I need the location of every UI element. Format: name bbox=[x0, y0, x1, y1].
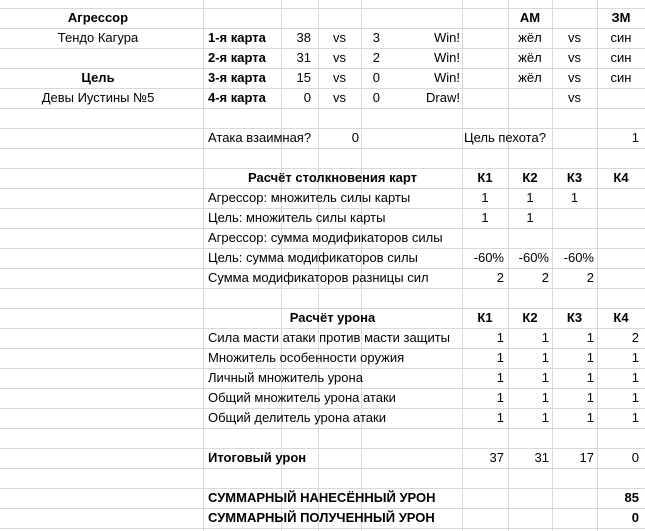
target-label[interactable]: Цель bbox=[81, 70, 115, 85]
mutual-attack-label[interactable]: Атака взаимная? bbox=[208, 130, 312, 145]
map-vs-color[interactable]: vs bbox=[568, 70, 581, 85]
map-aggressor-value[interactable]: 0 bbox=[303, 90, 311, 105]
am-header[interactable]: АМ bbox=[519, 10, 541, 25]
total-damage-cell[interactable]: 31 bbox=[534, 450, 549, 465]
map-result[interactable]: Win! bbox=[434, 70, 460, 85]
map-result[interactable]: Draw! bbox=[426, 90, 460, 105]
map-result[interactable]: Win! bbox=[434, 30, 460, 45]
damage-cell[interactable]: 1 bbox=[586, 410, 594, 425]
damage-cell[interactable]: 1 bbox=[586, 350, 594, 365]
map-label[interactable]: 4-я карта bbox=[208, 90, 266, 105]
damage-cell[interactable]: 1 bbox=[541, 370, 549, 385]
clash-cell[interactable]: 2 bbox=[541, 270, 549, 285]
map-target-value[interactable]: 0 bbox=[372, 90, 380, 105]
damage-cell[interactable]: 1 bbox=[586, 370, 594, 385]
damage-cell[interactable]: 1 bbox=[541, 350, 549, 365]
total-dealt-value[interactable]: 85 bbox=[624, 490, 639, 505]
map-am-color[interactable]: жёл bbox=[518, 70, 542, 85]
damage-header-k2[interactable]: К2 bbox=[522, 310, 538, 325]
damage-row-label[interactable]: Сила масти атаки против масти защиты bbox=[208, 330, 451, 345]
map-vs-color[interactable]: vs bbox=[568, 30, 581, 45]
column-divider bbox=[203, 0, 204, 531]
clash-row-label[interactable]: Агрессор: сумма модификаторов силы bbox=[208, 230, 443, 245]
damage-cell[interactable]: 1 bbox=[541, 330, 549, 345]
total-damage-cell[interactable]: 0 bbox=[631, 450, 639, 465]
damage-cell[interactable]: 1 bbox=[541, 390, 549, 405]
clash-header-k4[interactable]: К4 bbox=[613, 170, 629, 185]
map-vs[interactable]: vs bbox=[333, 30, 346, 45]
total-damage-label[interactable]: Итоговый урон bbox=[208, 450, 307, 465]
damage-row-label[interactable]: Личный множитель урона bbox=[208, 370, 363, 385]
clash-row-label[interactable]: Сумма модификаторов разницы сил bbox=[208, 270, 429, 285]
damage-row-label[interactable]: Общий делитель урона атаки bbox=[208, 410, 386, 425]
map-vs-color[interactable]: vs bbox=[568, 50, 581, 65]
damage-cell[interactable]: 2 bbox=[631, 330, 639, 345]
map-label[interactable]: 1-я карта bbox=[208, 30, 266, 45]
aggressor-label[interactable]: Агрессор bbox=[67, 10, 129, 25]
clash-row-label[interactable]: Цель: сумма модификаторов силы bbox=[208, 250, 418, 265]
clash-cell[interactable]: 2 bbox=[496, 270, 504, 285]
damage-cell[interactable]: 1 bbox=[586, 390, 594, 405]
mutual-attack-value[interactable]: 0 bbox=[351, 130, 359, 145]
clash-cell[interactable]: 1 bbox=[481, 190, 489, 205]
total-damage-cell[interactable]: 37 bbox=[489, 450, 504, 465]
damage-cell[interactable]: 1 bbox=[541, 410, 549, 425]
target-infantry-label[interactable]: Цель пехота? bbox=[464, 130, 546, 145]
damage-header-k4[interactable]: К4 bbox=[613, 310, 629, 325]
map-zm-color[interactable]: син bbox=[610, 70, 632, 85]
map-target-value[interactable]: 2 bbox=[372, 50, 380, 65]
clash-cell[interactable]: 1 bbox=[526, 210, 534, 225]
damage-cell[interactable]: 1 bbox=[586, 330, 594, 345]
damage-row-label[interactable]: Общий множитель урона атаки bbox=[208, 390, 396, 405]
damage-cell[interactable]: 1 bbox=[631, 350, 639, 365]
clash-header-k2[interactable]: К2 bbox=[522, 170, 538, 185]
damage-cell[interactable]: 1 bbox=[496, 410, 504, 425]
map-am-color[interactable] bbox=[508, 88, 552, 108]
map-label[interactable]: 3-я карта bbox=[208, 70, 266, 85]
clash-cell[interactable]: -60% bbox=[518, 250, 549, 265]
aggressor-name[interactable]: Тендо Кагура bbox=[57, 30, 139, 45]
map-am-color[interactable]: жёл bbox=[518, 50, 542, 65]
map-target-value[interactable]: 3 bbox=[372, 30, 380, 45]
clash-cell[interactable]: 1 bbox=[526, 190, 534, 205]
damage-title[interactable]: Расчёт урона bbox=[289, 310, 376, 325]
total-received-label[interactable]: СУММАРНЫЙ ПОЛУЧЕННЫЙ УРОН bbox=[208, 510, 435, 525]
target-name[interactable]: Девы Иустины №5 bbox=[41, 90, 155, 105]
damage-cell[interactable]: 1 bbox=[631, 410, 639, 425]
clash-header-k1[interactable]: К1 bbox=[477, 170, 493, 185]
clash-cell[interactable]: -60% bbox=[473, 250, 504, 265]
damage-cell[interactable]: 1 bbox=[496, 350, 504, 365]
total-received-value[interactable]: 0 bbox=[631, 510, 639, 525]
damage-cell[interactable]: 1 bbox=[496, 370, 504, 385]
map-aggressor-value[interactable]: 38 bbox=[296, 30, 311, 45]
damage-cell[interactable]: 1 bbox=[496, 330, 504, 345]
clash-title[interactable]: Расчёт столкновения карт bbox=[248, 170, 417, 185]
map-label[interactable]: 2-я карта bbox=[208, 50, 266, 65]
map-vs[interactable]: vs bbox=[333, 70, 346, 85]
clash-row-label[interactable]: Агрессор: множитель силы карты bbox=[208, 190, 411, 205]
map-target-value[interactable]: 0 bbox=[372, 70, 380, 85]
map-aggressor-value[interactable]: 31 bbox=[296, 50, 311, 65]
damage-cell[interactable]: 1 bbox=[496, 390, 504, 405]
clash-cell[interactable]: 1 bbox=[481, 210, 489, 225]
clash-cell[interactable]: 2 bbox=[586, 270, 594, 285]
damage-cell[interactable]: 1 bbox=[631, 390, 639, 405]
damage-row-label[interactable]: Множитель особенности оружия bbox=[208, 350, 405, 365]
damage-cell[interactable]: 1 bbox=[631, 370, 639, 385]
total-dealt-label[interactable]: СУММАРНЫЙ НАНЕСЁННЫЙ УРОН bbox=[208, 490, 436, 505]
map-result[interactable]: Win! bbox=[434, 50, 460, 65]
map-zm-color[interactable]: син bbox=[610, 50, 632, 65]
map-vs[interactable]: vs bbox=[333, 50, 346, 65]
clash-row-label[interactable]: Цель: множитель силы карты bbox=[208, 210, 386, 225]
clash-cell[interactable]: -60% bbox=[563, 250, 594, 265]
damage-header-k3[interactable]: К3 bbox=[566, 310, 583, 325]
map-am-color[interactable]: жёл bbox=[518, 30, 542, 45]
map-zm-color[interactable]: син bbox=[610, 30, 632, 45]
damage-header-k1[interactable]: К1 bbox=[477, 310, 493, 325]
total-damage-cell[interactable]: 17 bbox=[579, 450, 594, 465]
target-infantry-value[interactable]: 1 bbox=[631, 130, 639, 145]
map-vs[interactable]: vs bbox=[333, 90, 346, 105]
zm-header[interactable]: ЗМ bbox=[611, 10, 631, 25]
map-zm-color[interactable] bbox=[597, 88, 645, 108]
map-aggressor-value[interactable]: 15 bbox=[296, 70, 311, 85]
clash-header-k3[interactable]: К3 bbox=[566, 170, 583, 185]
map-vs-color[interactable]: vs bbox=[568, 90, 581, 105]
clash-cell[interactable]: 1 bbox=[570, 190, 579, 205]
